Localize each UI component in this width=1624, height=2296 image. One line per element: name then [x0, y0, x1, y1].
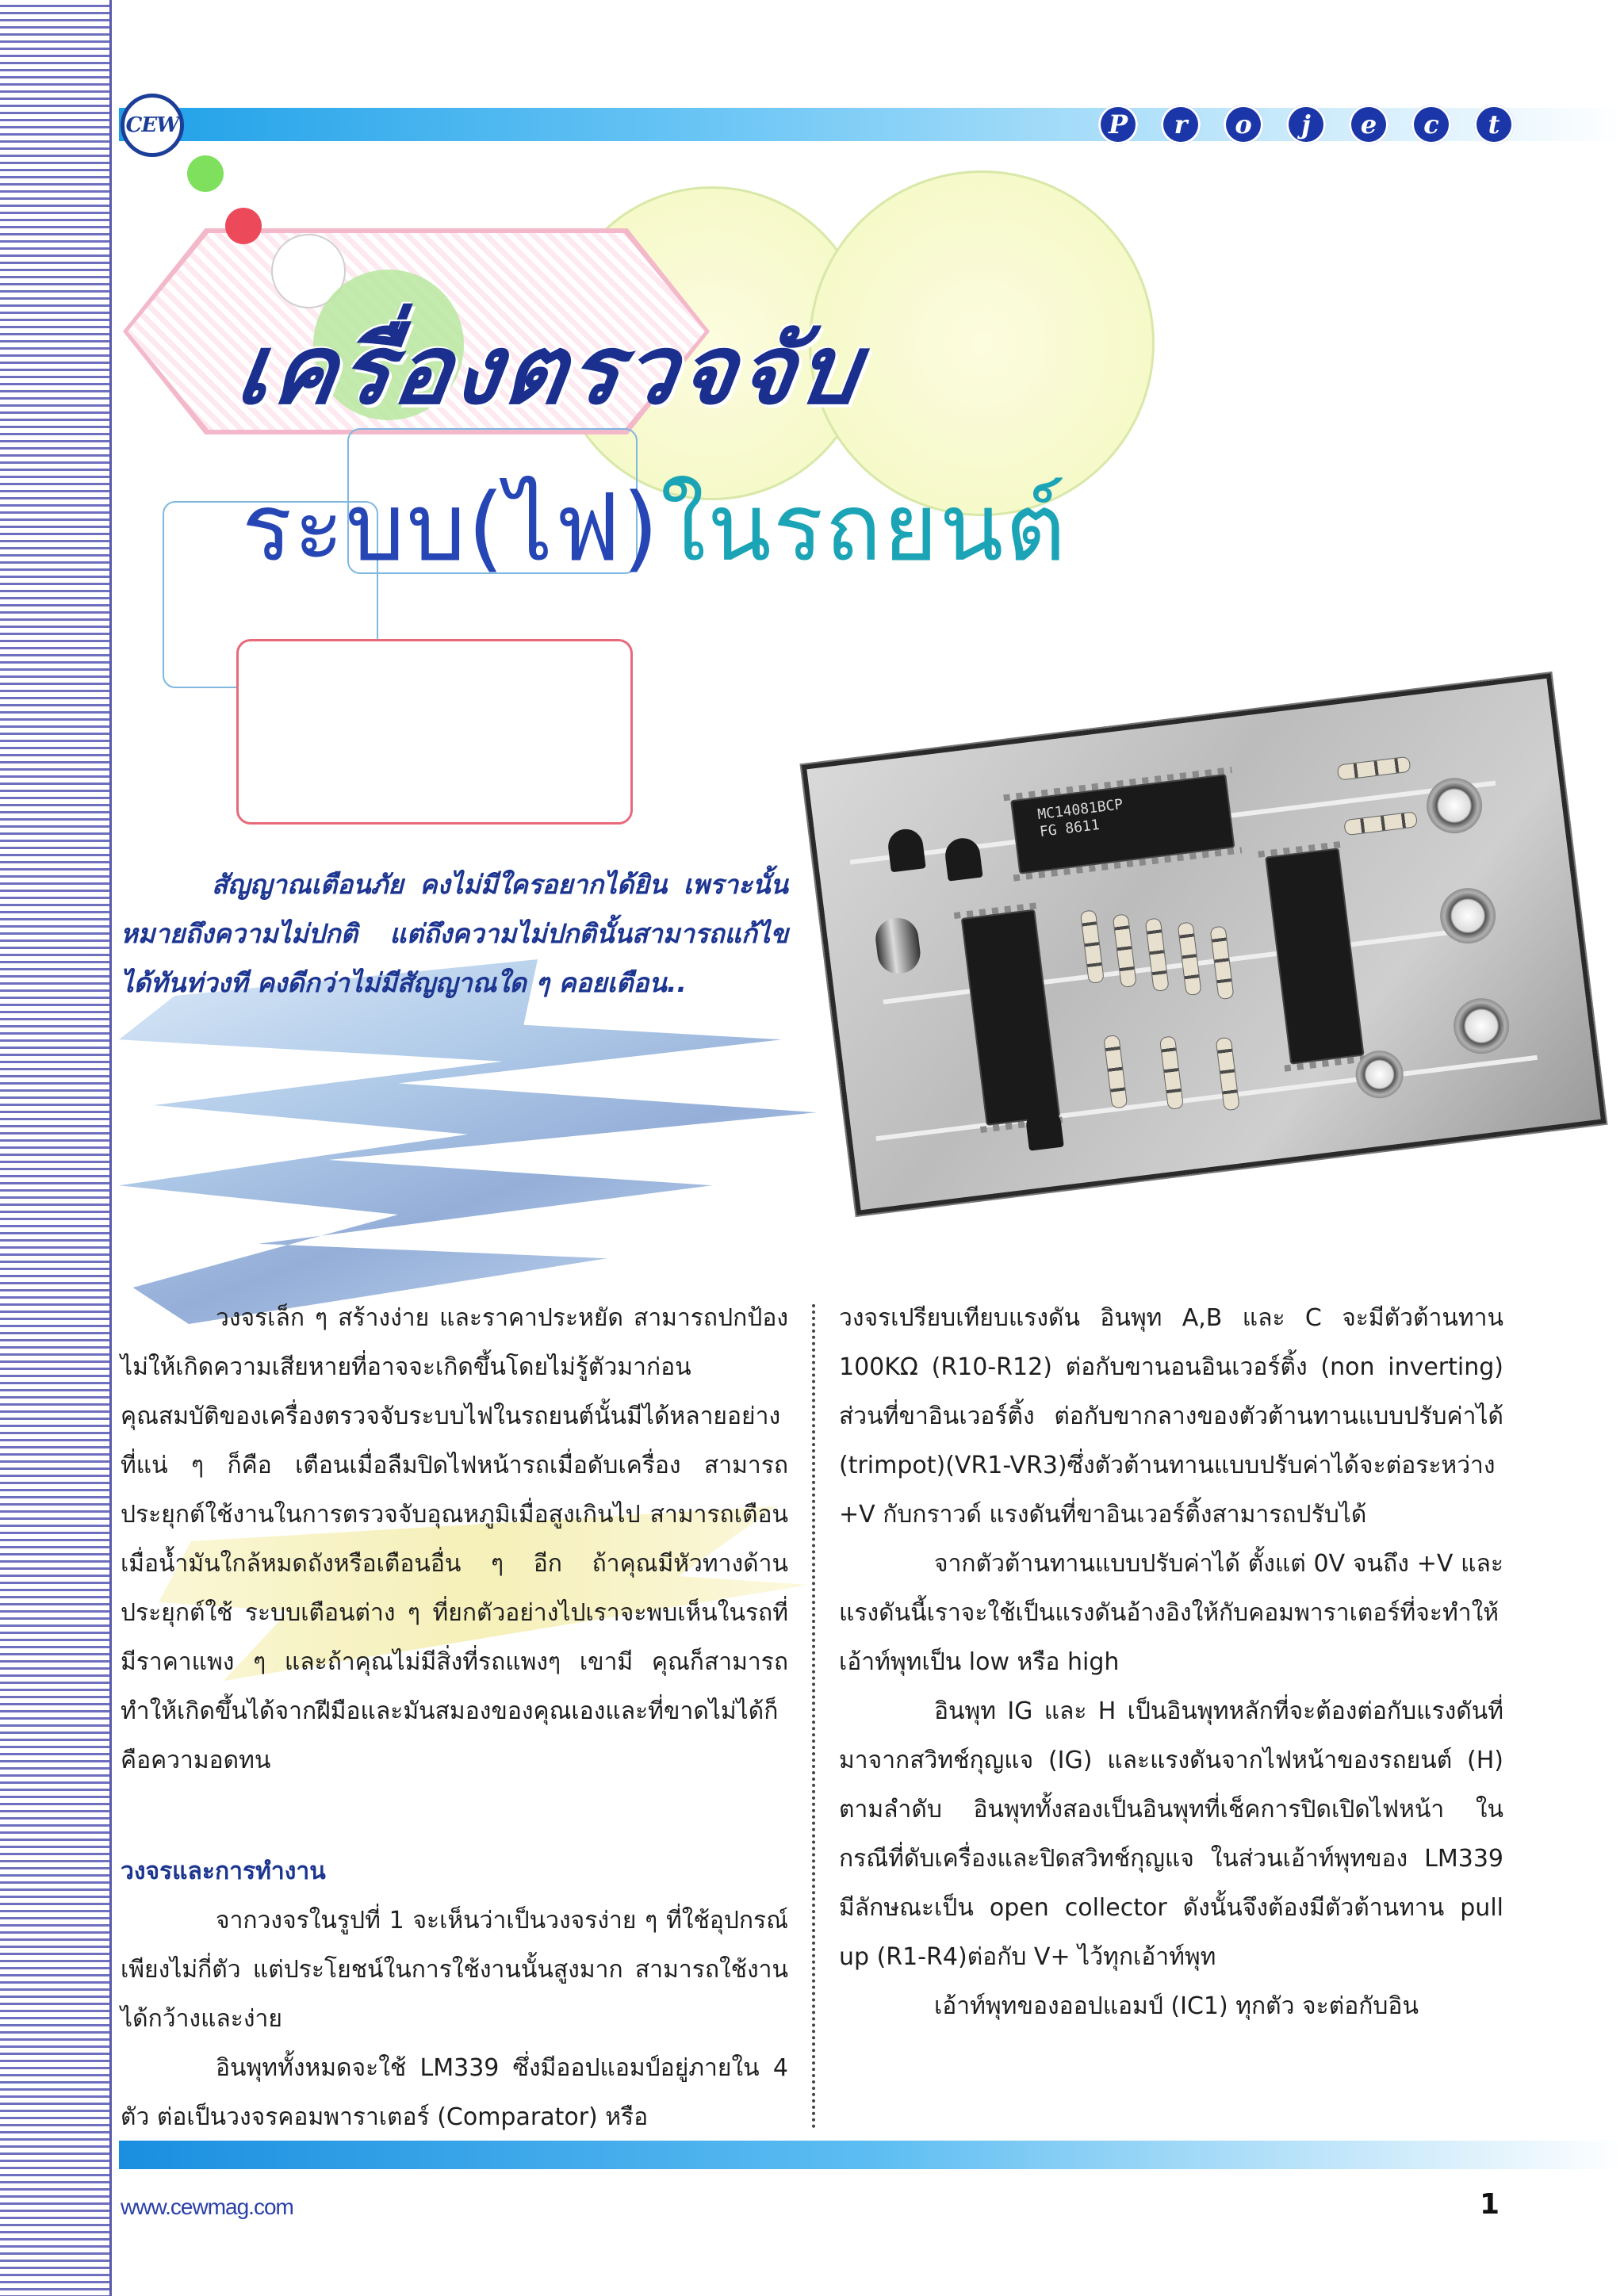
decor-blue-brush — [119, 959, 817, 1324]
resistor — [1209, 925, 1234, 1000]
section-letter: r — [1161, 105, 1201, 144]
ic-chip-left — [961, 909, 1060, 1126]
section-label-project — [1098, 105, 1514, 144]
transistor — [944, 836, 983, 882]
resistor — [1159, 1035, 1184, 1110]
cew-logo — [121, 94, 184, 157]
body-paragraph: จากวงจรในรูปที่ 1 จะเห็นว่าเป็นวงจรง่าย ๆ ที่ใช้อุปกรณ์เพียงไม่กี่ตัว แต่ประโยชน์ในการใช้งานนั้นสูงมาก สามารถใช้งานได้กว้างและง่าย — [121, 1907, 788, 2033]
column-divider — [812, 1304, 815, 2129]
page-subtitle — [242, 452, 1067, 601]
section-letter: e — [1349, 105, 1388, 144]
capacitor — [873, 916, 922, 976]
resistor — [1113, 913, 1137, 988]
section-heading: วงจรและการทำงาน — [121, 1858, 326, 1885]
page-title: เครื่องตรวจจับ — [229, 316, 870, 426]
section-letter: o — [1224, 105, 1263, 144]
footer-url[interactable]: www.cewmag.com — [121, 2195, 293, 2219]
body-paragraph: วงจรเล็ก ๆ สร้างง่าย และราคาประหยัด สามารถปกป้องไม่ให้เกิดความเสียหายที่อาจจะเกิดขึ้นโดยไม่รู้ตัวมาก่อน คุณสมบัติของเครื่องตรวจจับระบบไฟในรถยนต์นั้นมีได้หลายอย่าง ที่แน่ ๆ ก็คือ เตือนเมื่อลืมปิดไฟหน้ารถเมื่อดับเครื่อง สามารถประยุกต์ใช้งานในการตรวจจับอุณหภูมิเมื่อสูงเกินไป สามารถเตือนเมื่อน้ำมันใกล้หมดถังหรือเตือนอื่น ๆ อีก ถ้าคุณมีหัวทางด้านประยุกต์ใช้ ระบบเตือนต่าง ๆ ที่ยกตัวอย่างไปเราจะพบเห็นในรถที่มีราคาแพง ๆ และถ้าคุณไม่มีสิ่งที่รถแพงๆ เขามี คุณก็สามารถทำให้เกิดขึ้นได้จากฝีมือและมันสมองของคุณเองและที่ขาดไม่ได้ก็คือความอดทน — [121, 1304, 788, 1774]
decor-pink-box — [236, 639, 633, 825]
trimpot — [1450, 995, 1512, 1057]
resistor — [1343, 811, 1418, 836]
section-letter: P — [1098, 105, 1138, 144]
section-letter: c — [1411, 105, 1451, 144]
ic-chip-right — [1265, 848, 1364, 1064]
transistor — [887, 827, 926, 872]
resistor — [1178, 921, 1202, 996]
subtitle-main: ระบบ(ไฟ) — [242, 473, 661, 582]
footer-band — [119, 2141, 1624, 2169]
subtitle-accent: ในรถยนต์ — [660, 473, 1068, 582]
ic-chip-label: MC14081BCP FG 8611 — [1036, 796, 1124, 841]
pcb-trace — [875, 1055, 1537, 1141]
right-column — [839, 1294, 1503, 2031]
left-striped-margin — [0, 0, 112, 2296]
resistor — [1103, 1035, 1128, 1109]
body-paragraph: อินพุททั้งหมดจะใช้ LM339 ซึ่งมีออปแอมป์อยู่ภายใน 4 ตัว ต่อเป็นวงจรคอมพาราเตอร์ (Comparator) หรือ — [121, 2054, 788, 2131]
left-column — [121, 1294, 788, 2142]
logo-text: CEW — [125, 113, 179, 137]
pcb-photo — [802, 673, 1607, 1215]
resistor — [1216, 1037, 1240, 1112]
resistor — [1080, 909, 1105, 984]
resistor — [1337, 756, 1411, 781]
intro-text: สัญญาณเตือนภัย คงไม่มีใครอยากได้ยิน เพราะนั้นหมายถึงความไม่ปกติ แต่ถึงความไม่ปกตินั้นสามารถแก้ไขได้ทันท่วงที คงดีกว่าไม่มีสัญญาณใด ๆ คอยเตือน.. — [121, 869, 788, 998]
decor-dot-green — [187, 155, 224, 192]
ic-chip-top — [1010, 774, 1235, 874]
body-paragraph: เอ้าท์พุทของออปแอมป์ (IC1) ทุกตัว จะต่อกับอิน — [934, 1992, 1419, 2020]
trimpot — [1437, 885, 1499, 947]
body-paragraph: จากตัวต้านทานแบบปรับค่าได้ ตั้งแต่ 0V จนถึง +V และแรงดันนี้เราจะใช้เป็นแรงดันอ้างอิงให้กับคอมพาราเตอร์ที่จะทำให้เอ้าท์พุทเป็น low หรือ high — [839, 1550, 1503, 1676]
section-letter: t — [1474, 105, 1514, 144]
resistor — [1145, 917, 1170, 992]
page-number: 1 — [1480, 2188, 1500, 2221]
body-paragraph: อินพุท IG และ H เป็นอินพุทหลักที่จะต้องต่อกับแรงดันที่มาจากสวิทช์กุญแจ (IG) และแรงดันจากไฟหน้าของรถยนต์ (H) ตามลำดับ อินพุททั้งสองเป็นอินพุทที่เช็คการปิดเปิดไฟหน้า ในกรณีที่ดับเครื่องและปิดสวิทช์กุญแจ ในส่วนเอ้าท์พุทของ LM339 มีลักษณะเป็น open collector ดังนั้นจึงต้องมีตัวต้านทาน pull up (R1-R4)ต่อกับ V+ ไว้ทุกเอ้าท์พุท — [839, 1697, 1503, 1971]
body-paragraph: วงจรเปรียบเทียบแรงดัน อินพุท A,B และ C จะมีตัวต้านทาน 100KΩ (R10-R12) ต่อกับขานอนอินเวอร์ติ้ง (non inverting) ส่วนที่ขาอินเวอร์ติ้ง ต่อกับขากลางของตัวต้านทานแบบปรับค่าได้ (trimpot)(VR1-VR3)ซึ่งตัวต้านทานแบบปรับค่าได้จะต่อระหว่าง +V กับกราวด์ แรงดันที่ขาอินเวอร์ติ้งสามารถปรับได้ — [839, 1304, 1503, 1529]
decor-dot-red — [225, 208, 262, 244]
section-letter: j — [1286, 105, 1326, 144]
